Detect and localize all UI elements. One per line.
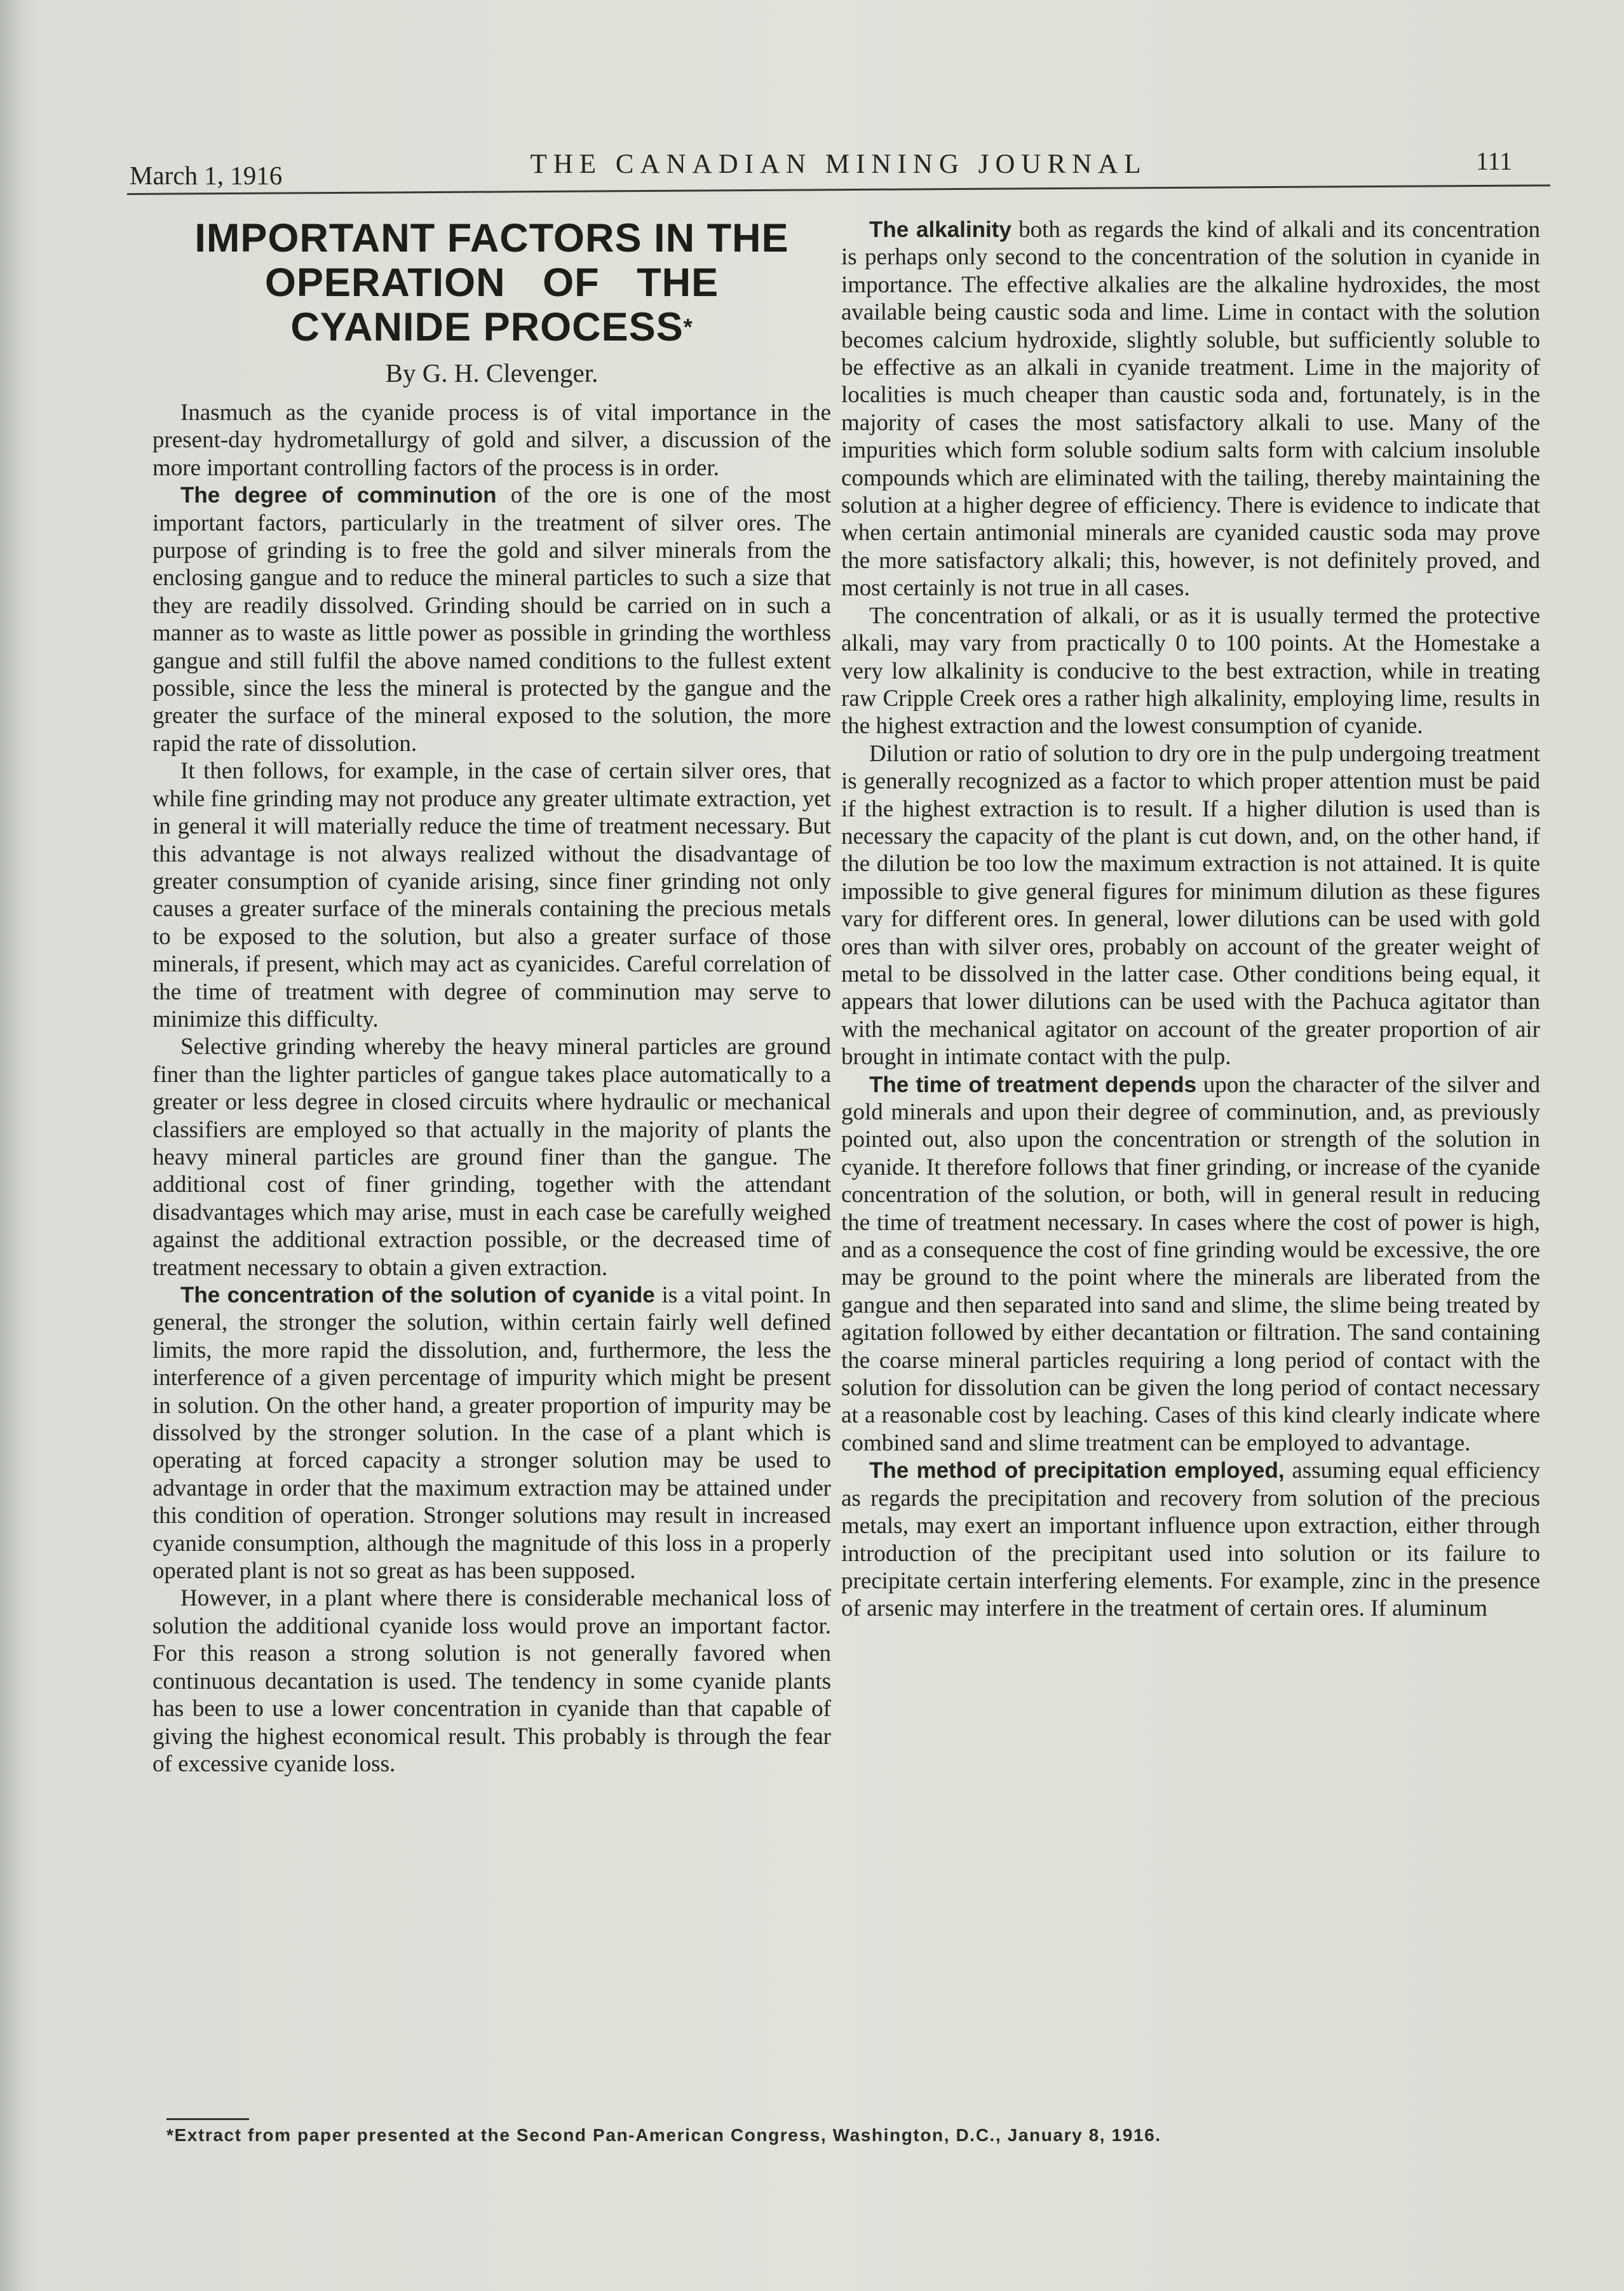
paragraph bbox=[152, 482, 831, 757]
paragraph bbox=[841, 1457, 1540, 1622]
paragraph bbox=[152, 1033, 831, 1281]
paragraph-text: Selective grinding whereby the heavy mineral particles are ground finer than the lighter particles of gangue takes place automatically to a greater or less degree in closed circuits where hydraulic or mechanical classifiers are employed so that actually in the majority of plants the heavy mineral particles are ground finer than the gangue. The additional cost of finer grinding, together with the attendant disadvantages which may arise, must in each case be carefully weighed against the additional extraction possible, or the decreased time of treatment necessary to obtain a given extraction. bbox=[152, 1034, 831, 1281]
title-line: IMPORTANT FACTORS IN THE bbox=[194, 216, 789, 260]
paragraph-text: Dilution or ratio of solution to dry ore in the pulp undergoing treatment is generally recognized as a factor to which proper attention must be paid if the highest extraction is to result. If a higher dilution is used than is necessary the capacity of the plant is cut down, and, on the other hand, if the dilution be too low the maximum extraction is not attained. It is quite impossible to give general figures for minimum dilution as these figures vary for different ores. In general, lower dilutions can be used with gold ores than with silver ores, probably on account of the greater weight of metal to be dissolved in the latter case. Other conditions being equal, it appears that lower dilutions can be used with the Pachuca agitator than with the mechanical agitator on account of the greater proportion of air brought in intimate contact with the pulp. bbox=[841, 740, 1540, 1071]
right-paragraphs bbox=[841, 216, 1540, 1623]
paragraph-lead: The time of treatment depends bbox=[869, 1072, 1197, 1097]
paragraph-text: of the ore is one of the most important factors, particularly in the treatment of silver ores. The purpose of grinding is to free the gold and silver minerals from the enclosing gangue and to reduce the mineral particles to such a size that they are readily dissolved. Grinding should be carried on in such a manner as to waste as little power as possible in grinding the worthless gangue and still fulfil the above named conditions to the fullest extent possible, since the less the mineral is protected by the gangue and the greater the surface of the mineral exposed to the solution, the more rapid the rate of dissolution. bbox=[152, 482, 831, 757]
paragraph bbox=[152, 399, 831, 482]
issue-date: March 1, 1916 bbox=[130, 161, 283, 190]
title-text: CYANIDE PROCESS bbox=[290, 305, 684, 349]
paragraph-text: The concentration of alkali, or as it is usually termed the protective alkali, may vary from practically 0 to 100 points. At the Homestake a very low alkalinity is conducive to the best extraction, while in treating raw Cripple Creek ores a rather high alkalinity, employing lime, results in the highest extraction and the lowest consumption of cyanide. bbox=[841, 602, 1540, 740]
paragraph bbox=[841, 1071, 1540, 1457]
paragraph-lead: The concentration of the solution of cyanide bbox=[180, 1283, 655, 1308]
left-column bbox=[152, 216, 831, 1778]
paragraph-text: It then follows, for example, in the case of certain silver ores, that while fine grinding may not produce any greater ultimate extraction, yet in general it will materially reduce the time of treatment necessary. But this advantage is not always realized without the disadvantage of greater consumption of cyanide arising, since finer grinding not only causes a greater surface of the minerals containing the precious metals to be exposed to the solution, but also a greater surface of those minerals, if present, which may act as cyanicides. Careful correlation of the time of treatment with degree of comminution may serve to minimize this difficulty. bbox=[152, 758, 831, 1032]
article-title bbox=[152, 216, 831, 349]
paragraph-text: However, in a plant where there is considerable mechanical loss of solution the additional cyanide loss would prove an important factor. For this reason a strong solution is not generally favored when continuous decantation is used. The tendency in some cyanide plants has been to use a lower concentration in cyanide than that capable of giving the highest economical result. This probably is through the fear of excessive cyanide loss. bbox=[152, 1585, 831, 1777]
title-line: OPERATION OF THE bbox=[264, 260, 719, 305]
paragraph bbox=[841, 740, 1540, 1071]
paragraph-text: assuming equal efficiency as regards the precipitation and recovery from solution of the precious metals, may exert an important influence upon extraction, either through introduction of the precipitant used into solution or its failure to precipitate certain interfering elements. For example, zinc in the presence of arsenic may interfere in the treatment of certain ores. If aluminum bbox=[841, 1457, 1540, 1622]
title-line bbox=[152, 305, 831, 349]
footnote-rule bbox=[166, 2118, 249, 2120]
page-number: 111 bbox=[1475, 147, 1512, 175]
footnote-marker: * bbox=[683, 314, 693, 340]
left-paragraphs bbox=[152, 399, 831, 1778]
paragraph bbox=[841, 602, 1540, 740]
paragraph-text: both as regards the kind of alkali and its concentration is perhaps only second to the concentration of the solution in cyanide in importance. The effective alkalies are the alkaline hydroxides, the most available being caustic soda and lime. Lime in contact with the solution becomes calcium hydroxide, slightly soluble, but sufficiently soluble to be effective as an alkali in cyanide treatment. Lime in the majority of localities is much cheaper than caustic soda and, fortunately, is in the majority of cases the most satisfactory alkali to use. Many of the impurities which form soluble sodium salts form with calcium insoluble compounds which are eliminated with the tailing, thereby maintaining the solution at a higher degree of efficiency. There is evidence to indicate that when certain antimonial minerals are cyanided caustic soda may prove the more satisfactory alkali; this, however, is not definitely proved, and most certainly is not true in all cases. bbox=[841, 217, 1540, 602]
footnote: *Extract from paper presented at the Second Pan-American Congress, Washington, D.C., January 8, 1916. bbox=[166, 2125, 1161, 2145]
paragraph bbox=[152, 1585, 831, 1778]
paragraph bbox=[152, 757, 831, 1033]
author-byline: By G. H. Clevenger. bbox=[385, 358, 599, 388]
right-column bbox=[841, 216, 1540, 1623]
binding-shadow bbox=[0, 0, 25, 2291]
paragraph-lead: The method of precipitation employed, bbox=[869, 1458, 1285, 1483]
paragraph-text: is a vital point. In general, the stronger the solution, within certain fairly well defined limits, the more rapid the dissolution, and, furthermore, the less the interference of a given percentage of impurity which might be present in solution. On the other hand, a greater proportion of impurity may be dissolved by the stronger solution. In the case of a plant which is operating at forced capacity a stronger solution may be used to advantage in order that the maximum extraction may be attained under this condition of operation. Stronger solutions may result in increased cyanide consumption, although the magnitude of this loss in a properly operated plant is not so great as has been supposed. bbox=[152, 1282, 832, 1585]
paragraph bbox=[841, 216, 1540, 602]
paragraph-text: Inasmuch as the cyanide process is of vital importance in the present-day hydrometallurgy of gold and silver, a discussion of the more important controlling factors of the process is in order. bbox=[152, 400, 831, 481]
paragraph-lead: The degree of comminution bbox=[180, 483, 497, 508]
paragraph bbox=[152, 1281, 831, 1585]
journal-name: THE CANADIAN MINING JOURNAL bbox=[530, 149, 1147, 179]
paragraph-text: upon the character of the silver and gold minerals and upon their degree of comminution, and, as previously pointed out, also upon the concentration or strength of the solution in cyanide. It therefore follows that finer grinding, or increase of the cyanide concentration of the solution, or both, will in general result in reducing the time of treatment necessary. In cases where the cost of power is high, and as a consequence the cost of fine grinding would be excessive, the ore may be ground to the point where the minerals are liberated from the gangue and then separated into sand and slime, the slime being treated by agitation followed by either decantation or filtration. The sand containing the coarse mineral particles requiring a long period of contact with the solution for dissolution can be given the long period of contact necessary at a reasonable cost by leaching. Cases of this kind clearly indicate where combined sand and slime treatment can be employed to advantage. bbox=[841, 1071, 1540, 1456]
paragraph-lead: The alkalinity bbox=[869, 217, 1012, 242]
